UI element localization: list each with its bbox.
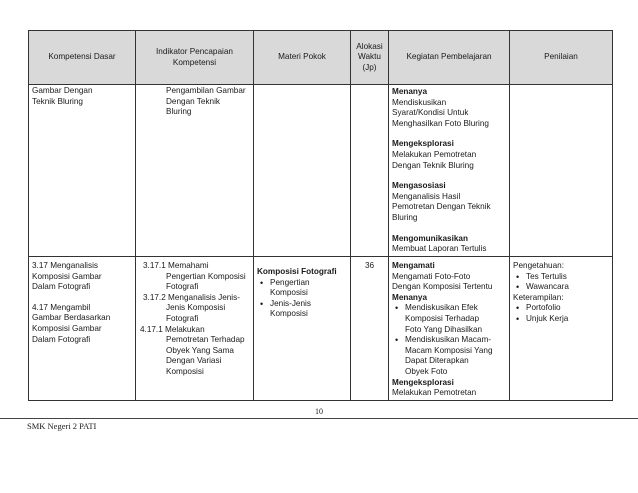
row1-materi-pokok <box>254 85 351 257</box>
header-indikator: Indikator Pencapaian Kompetensi <box>136 31 254 85</box>
row1-kegiatan: Menanya Mendiskusikan Syarat/Kondisi Untuk Menghasilkan Foto Bluring Mengeksplorasi Melakukan Pemotretan Dengan Teknik Bluring Mengasosiasi Menganalisis Hasil Pemotretan Dengan Teknik Bluring Mengomunikasikan Membuat Laporan Tertulis <box>389 85 510 257</box>
table-row <box>29 257 613 401</box>
footer-school-name: SMK Negeri 2 PATI <box>27 421 97 431</box>
list-item: • Portofolio <box>513 303 609 314</box>
row1-penilaian <box>510 85 613 257</box>
list-item: • Mendiskusikan Macam- Macam Komposisi Yang Dapat Diterapkan Obyek Foto <box>392 335 506 377</box>
menanya-list <box>392 303 506 377</box>
header-alokasi-waktu: Alokasi Waktu (Jp) <box>351 31 389 85</box>
row1-kompetensi-dasar: Gambar Dengan Teknik Bluring <box>29 85 136 257</box>
row2-kompetensi-dasar: 3.17 Menganalisis Komposisi Gambar Dalam Fotografi 4.17 Mengambil Gambar Berdasarkan Komposisi Gambar Dalam Fotografi <box>29 257 136 401</box>
row2-materi-pokok: Komposisi Fotografi • Pengertian Komposisi • Jenis-Jenis Komposisi <box>254 257 351 401</box>
footer-divider <box>0 418 638 419</box>
table-row <box>29 85 613 257</box>
list-item: • Tes Tertulis <box>513 272 609 283</box>
list-item: • Jenis-Jenis Komposisi <box>257 299 347 320</box>
header-kompetensi-dasar: Kompetensi Dasar <box>29 31 136 85</box>
list-item: • Pengertian Komposisi <box>257 278 347 299</box>
syllabus-table <box>28 30 613 401</box>
table-header-row <box>29 31 613 85</box>
row2-kegiatan: Mengamati Mengamati Foto-Foto Dengan Komposisi Tertentu Menanya • Mendiskusikan Efek Komposisi Terhadap Foto Yang Dihasilkan • Mendiskusikan Macam- Macam Komposisi Yang Dapat Diterapkan Obyek Foto Mengeksplorasi Melakukan Pemotretan <box>389 257 510 401</box>
row2-indikator: 3.17.1 Memahami Pengertian Komposisi Fotografi 3.17.2 Menganalisis Jenis- Jenis Komposisi Fotografi 4.17.1 Melakukan Pemotretan Terhadap Obyek Yang Sama Dengan Variasi Komposisi <box>136 257 254 401</box>
page-number: 10 <box>315 407 323 416</box>
header-materi-pokok: Materi Pokok <box>254 31 351 85</box>
row2-alokasi-waktu: 36 <box>351 257 389 401</box>
materi-list <box>257 278 347 320</box>
header-penilaian: Penilaian <box>510 31 613 85</box>
keterampilan-list <box>513 303 609 324</box>
list-item: • Unjuk Kerja <box>513 314 609 325</box>
row2-penilaian: Pengetahuan: • Tes Tertulis • Wawancara Keterampilan: • Portofolio • Unjuk Kerja <box>510 257 613 401</box>
list-item: • Wawancara <box>513 282 609 293</box>
pengetahuan-list <box>513 272 609 293</box>
list-item: • Mendiskusikan Efek Komposisi Terhadap Foto Yang Dihasilkan <box>392 303 506 335</box>
row1-alokasi-waktu <box>351 85 389 257</box>
row1-indikator: Pengambilan Gambar Dengan Teknik Bluring <box>136 85 254 257</box>
header-kegiatan-pembelajaran: Kegiatan Pembelajaran <box>389 31 510 85</box>
